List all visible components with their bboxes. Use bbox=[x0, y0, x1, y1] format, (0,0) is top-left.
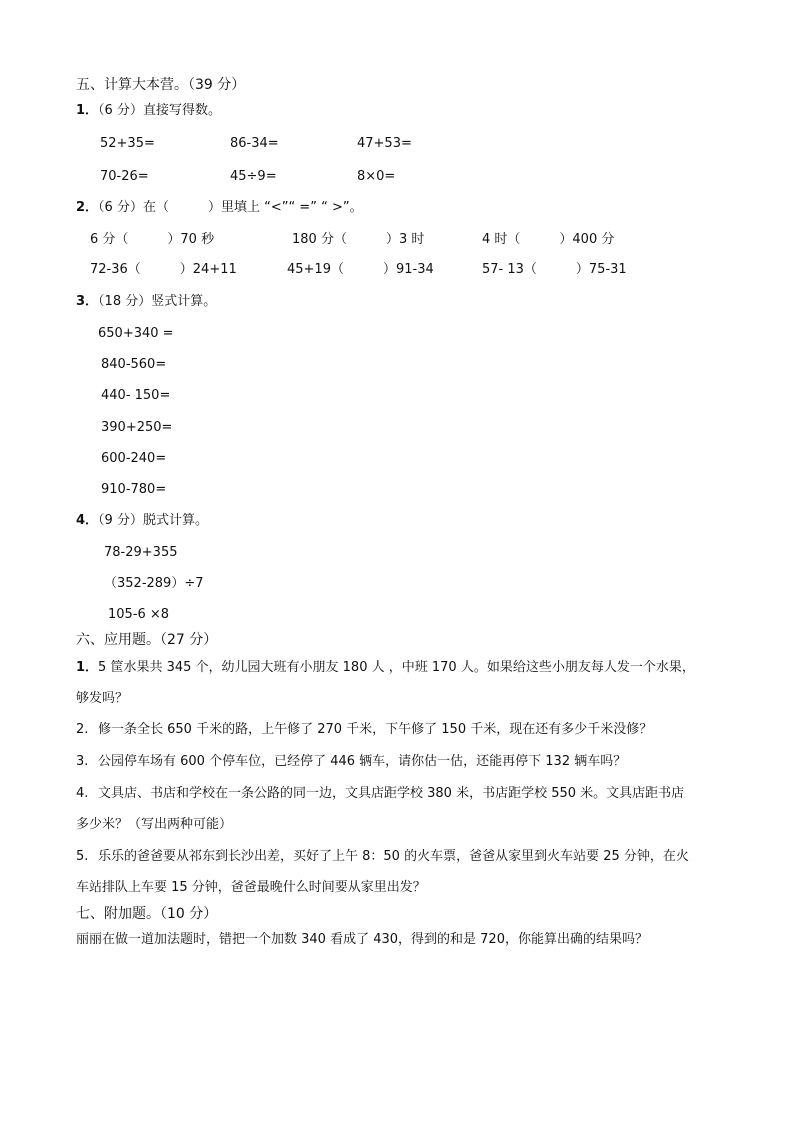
q2-item: 4 时（ ）400 分 bbox=[482, 232, 615, 247]
question-2-number: 2． bbox=[76, 200, 99, 215]
q1-item: 45÷9= bbox=[230, 169, 277, 184]
q2-item: 6 分（ ）70 秒 bbox=[90, 232, 215, 247]
problem-1-line-1 bbox=[76, 659, 695, 677]
question-3-header bbox=[76, 293, 216, 311]
problem-2-number: 2. bbox=[76, 722, 89, 737]
q3-item: 600-240= bbox=[101, 451, 167, 466]
q3-item: 390+250= bbox=[101, 420, 173, 435]
q2-item: 72-36（ ）24+11 bbox=[90, 262, 237, 277]
question-1-header bbox=[76, 102, 221, 120]
q3-item: 840-560= bbox=[101, 357, 167, 372]
q1-item: 47+53= bbox=[357, 136, 412, 151]
question-4-header bbox=[76, 512, 208, 530]
q1-item: 8×0= bbox=[357, 169, 396, 184]
problem-5-text: 乐乐的爸爸要从祁东到长沙出差，买好了上午 8：50 的火车票，爸爸从家里到火车站要 25 分钟，在火 bbox=[98, 849, 689, 864]
problem-4-text: 文具店、书店和学校在一条公路的同一边，文具店距学校 380 米，书店距学校 550 米。文具店距书店 bbox=[98, 786, 685, 801]
problem-5-number: 5. bbox=[76, 849, 89, 864]
problem-3-line-1 bbox=[76, 753, 626, 771]
problem-1-line-2: 够发吗？ bbox=[76, 691, 129, 706]
question-2-title: （6 分）在（ ）里填上 “<”“ =” “ >”。 bbox=[98, 200, 363, 215]
q1-item: 70-26= bbox=[100, 169, 149, 184]
problem-3-number: 3. bbox=[76, 754, 89, 769]
section-7-title: 七、附加题。（10 分） bbox=[76, 906, 218, 922]
problem-2-text: 修一条全长 650 千米的路，上午修了 270 千米，下午修了 150 千米，现在还有多少千米没修？ bbox=[98, 722, 653, 737]
section-6-title: 六、应用题。（27 分） bbox=[76, 632, 218, 648]
q4-item: （352-289）÷7 bbox=[104, 576, 204, 591]
question-2-header bbox=[76, 199, 363, 217]
q4-item: 78-29+355 bbox=[104, 545, 178, 560]
problem-1-number: 1． bbox=[76, 660, 99, 675]
q2-item: 45+19（ ）91-34 bbox=[287, 262, 434, 277]
problem-5-line-1 bbox=[76, 848, 689, 866]
problem-5-line-2: 车站排队上车要 15 分钟，爸爸最晚什么时间要从家里出发？ bbox=[76, 880, 426, 895]
q3-item: 910-780= bbox=[101, 482, 167, 497]
q1-item: 86-34= bbox=[230, 136, 279, 151]
problem-4-number: 4. bbox=[76, 786, 89, 801]
question-3-title: （18 分）竖式计算。 bbox=[98, 294, 217, 309]
q3-item: 650+340 = bbox=[98, 326, 174, 341]
question-1-title: （6 分）直接写得数。 bbox=[98, 103, 221, 118]
question-4-title: （9 分）脱式计算。 bbox=[98, 513, 208, 528]
bonus-question-text: 丽丽在做一道加法题时，错把一个加数 340 看成了 430，得到的和是 720，你能算出确的结果吗？ bbox=[76, 932, 648, 947]
problem-4-line-1 bbox=[76, 785, 684, 803]
q3-item: 440- 150= bbox=[101, 388, 171, 403]
q2-item: 180 分（ ）3 时 bbox=[292, 232, 425, 247]
section-5-title: 五、计算大本营。（39 分） bbox=[76, 77, 246, 93]
q1-item: 52+35= bbox=[100, 136, 155, 151]
problem-3-text: 公园停车场有 600 个停车位，已经停了 446 辆车，请你估一估，还能再停下 132 辆车吗？ bbox=[98, 754, 627, 769]
q2-item: 57- 13（ ）75-31 bbox=[482, 262, 627, 277]
question-4-number: 4． bbox=[76, 513, 99, 528]
problem-2-line-1 bbox=[76, 721, 652, 739]
question-1-number: 1． bbox=[76, 103, 99, 118]
question-3-number: 3． bbox=[76, 294, 99, 309]
problem-4-line-2: 多少米？（写出两种可能） bbox=[76, 817, 233, 832]
problem-1-text: 5 筐水果共 345 个，幼儿园大班有小朋友 180 人 ，中班 170 人。如果给这些小朋友每人发一个水果， bbox=[98, 660, 695, 675]
q4-item: 105-6 ×8 bbox=[108, 607, 170, 622]
